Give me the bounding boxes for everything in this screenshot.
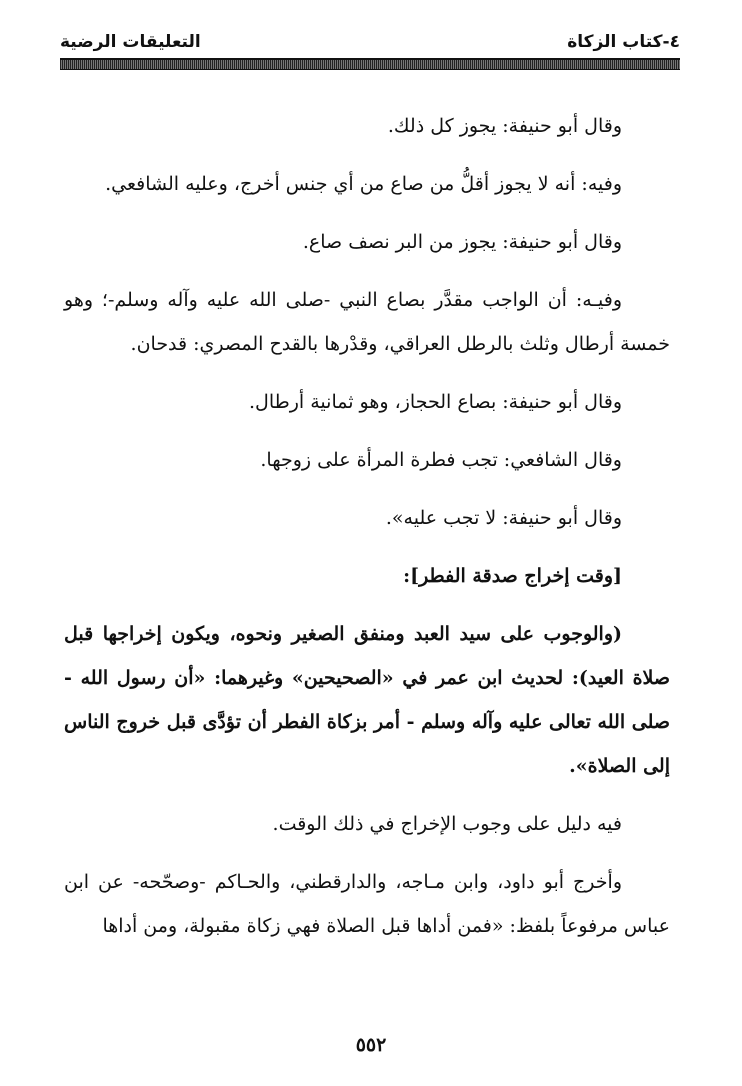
- paragraph: وقال الشافعي: تجب فطرة المرأة على زوجها.: [260, 449, 622, 471]
- header-rule: [60, 58, 680, 70]
- section-heading: [وقت إخراج صدقة الفطر]:: [403, 565, 622, 587]
- chapter-title: ٤-كتاب الزكاة: [567, 32, 680, 52]
- paragraph: وفيه: أنه لا يجوز أقلُّ من صاع من أي جنس أخرج، وعليه الشافعي.: [105, 173, 622, 195]
- paragraph: وقال أبو حنيفة: يجوز من البر نصف صاع.: [302, 231, 622, 253]
- body-text: [64, 104, 670, 962]
- paragraph: وقال أبو حنيفة: يجوز كل ذلك.: [387, 115, 622, 137]
- book-title: التعليقات الرضية: [60, 32, 201, 52]
- paragraph: فيه دليل على وجوب الإخراج في ذلك الوقت.: [272, 813, 622, 835]
- paragraph: وأخرج أبو داود، وابن مـاجه، والدارقطني، والحـاكم -وصحّحه- عن ابن عباس مرفوعاً بلفظ: «فمن أداها قبل الصلاة فهي زكاة مقبولة، ومن أداها: [64, 871, 670, 937]
- paragraph: وقال أبو حنيفة: بصاع الحجاز، وهو ثمانية أرطال.: [249, 391, 622, 413]
- paragraph: وقال أبو حنيفة: لا تجب عليه».: [385, 507, 622, 529]
- page-number: ٥٥٢: [355, 1034, 387, 1056]
- paragraph: (والوجوب على سيد العبد ومنفق الصغير ونحوه، ويكون إخراجها قبل صلاة العيد): لحديث ابن عمر في «الصحيحين» وغيرهما: «أن رسول الله - صلى الله تعالى عليه وآله وسلم - أمر بزكاة الفطر أن تؤدَّى قبل خروج الناس إلى الصلاة».: [64, 623, 670, 777]
- running-header: [60, 28, 680, 56]
- paragraph: وفيـه: أن الواجب مقدَّر بصاع النبي -صلى الله عليه وآله وسلم-؛ وهو خمسة أرطال وثلث بالرطل العراقي، وقدْرها بالقدح المصري: قدحان.: [64, 289, 670, 355]
